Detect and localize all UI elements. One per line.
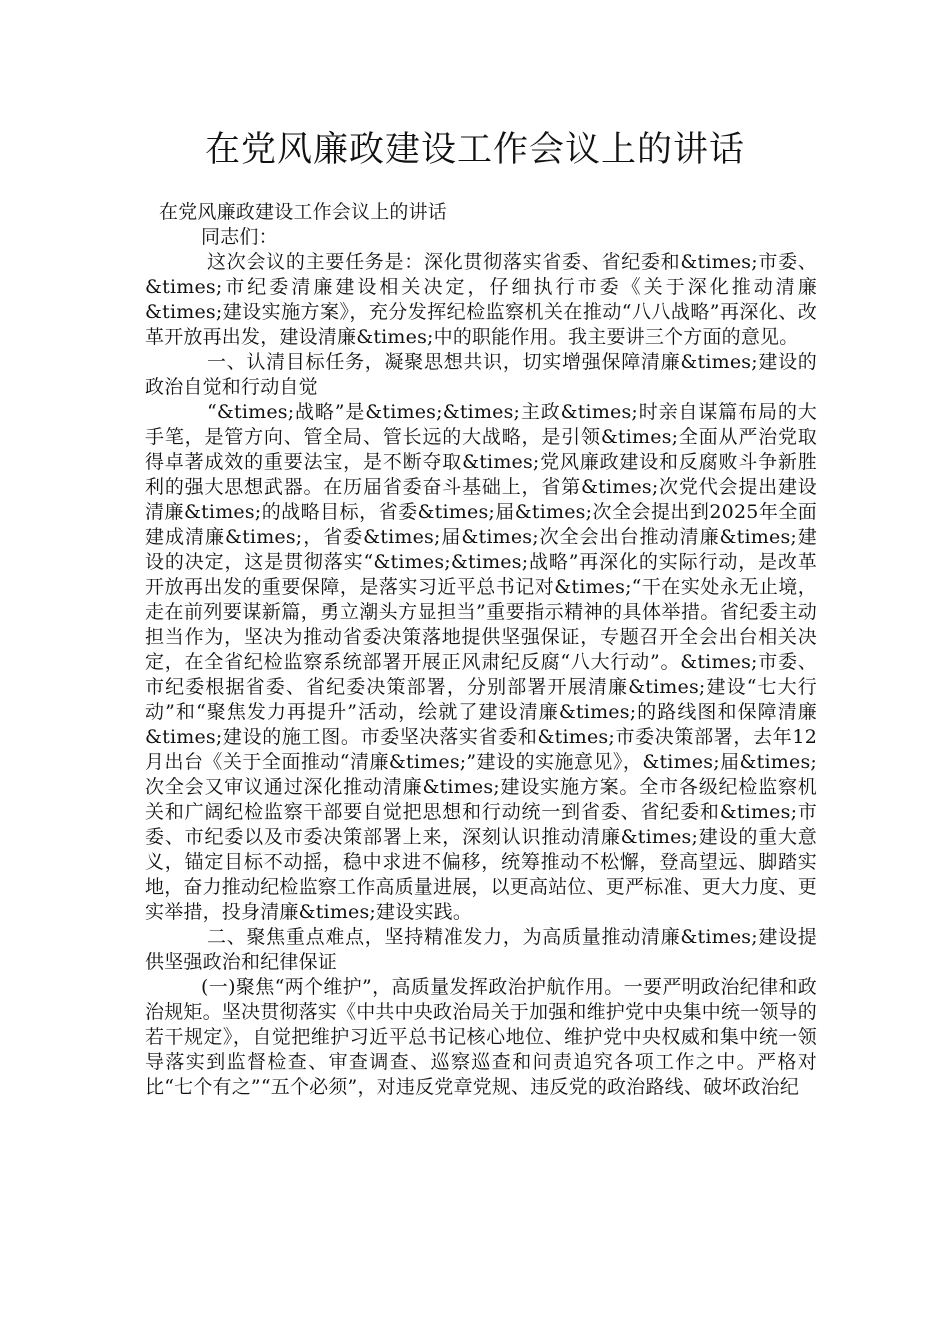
paragraph-intro: 这次会议的主要任务是：深化贯彻落实省委、省纪委和&times;市委、&times;市纪委清廉建设相关决定，仔细执行市委《关于深化推动清廉&times;建设实施方案》，充分发挥纪检监察机关在推动“八八战略”再深化、改革开放再出发，建设清廉&times;中的职能作用。我主要讲三个方面的意见。	[145, 251, 817, 348]
section-heading-1: 一、认清目标任务，凝聚思想共识，切实增强保障清廉&times;建设的政治自觉和行动自觉	[145, 351, 817, 398]
document-subtitle: 在党风廉政建设工作会议上的讲话	[159, 201, 448, 223]
document-title: 在党风廉政建设工作会议上的讲话	[204, 130, 745, 170]
paragraph-strategy: “&times;战略”是&times;&times;主政&times;时亲自谋篇布局的大手笔，是管方向、管全局、管长远的大战略，是引领&times;全面从严治党取得卓著成效的重要法宝，是不断夺取&times;党风廉政建设和反腐败斗争新胜利的强大思想武器。在历届省委奋斗基础上，省第&times;次党代会提出建设清廉&times;的战略目标，省委&times;届&times;次全会提出到2025年全面建成清廉&times;，省委&times;届&times;次全会出台推动清廉&times;建设的决定，这是贯彻落实“&times;&times;战略”再深化的实际行动，是改革开放再出发的重要保障，是落实习近平总书记对&times;“干在实处永无止境，走在前列要谋新篇，勇立潮头方显担当”重要指示精神的具体举措。省纪委主动担当作为，坚决为推动省委决策落地提供坚强保证，专题召开全会出台相关决定，在全省纪检监察系统部署开展正风肃纪反腐“八大行动”。&times;市委、市纪委根据省委、省纪委决策部署，分别部署开展清廉&times;建设“七大行动”和“聚焦发力再提升”活动，绘就了建设清廉&times;的路线图和保障清廉&times;建设的施工图。市委坚决落实省委和&times;市委决策部署，去年12月出台《关于全面推动“清廉&times;”建设的实施意见》，&times;届&times;次全会又审议通过深化推动清廉&times;建设实施方案。全市各级纪检监察机关和广阔纪检监察干部要自觉把思想和行动统一到省委、省纪委和&times;市委、市纪委以及市委决策部署上来，深刻认识推动清廉&times;建设的重大意义，锚定目标不动摇，稳中求进不偏移，统筹推动不松懈，登高望远、脚踏实地，奋力推动纪检监察工作高质量进展，以更高站位、更严标准、更大力度、更实举措，投身清廉&times;建设实践。	[145, 401, 818, 923]
salutation: 同志们：	[201, 226, 278, 248]
paragraph-two-safeguards: (一)聚焦“两个维护”，高质量发挥政治护航作用。一要严明政治纪律和政治规矩。坚决贯彻落实《中共中央政治局关于加强和维护党中央集中统一领导的若干规定》，自觉把维护习近平总书记核心地位、维护党中央权威和集中统一领导落实到监督检查、审查调查、巡察巡查和问责追究各项工作之中。严格对比“七个有之”“五个必须”，对违反党章党规、违反党的政治路线、破坏政治纪	[145, 976, 818, 1098]
document-body	[145, 200, 817, 1100]
section-heading-2: 二、聚焦重点难点，坚持精准发力，为高质量推动清廉&times;建设提供坚强政治和纪律保证	[145, 926, 817, 973]
